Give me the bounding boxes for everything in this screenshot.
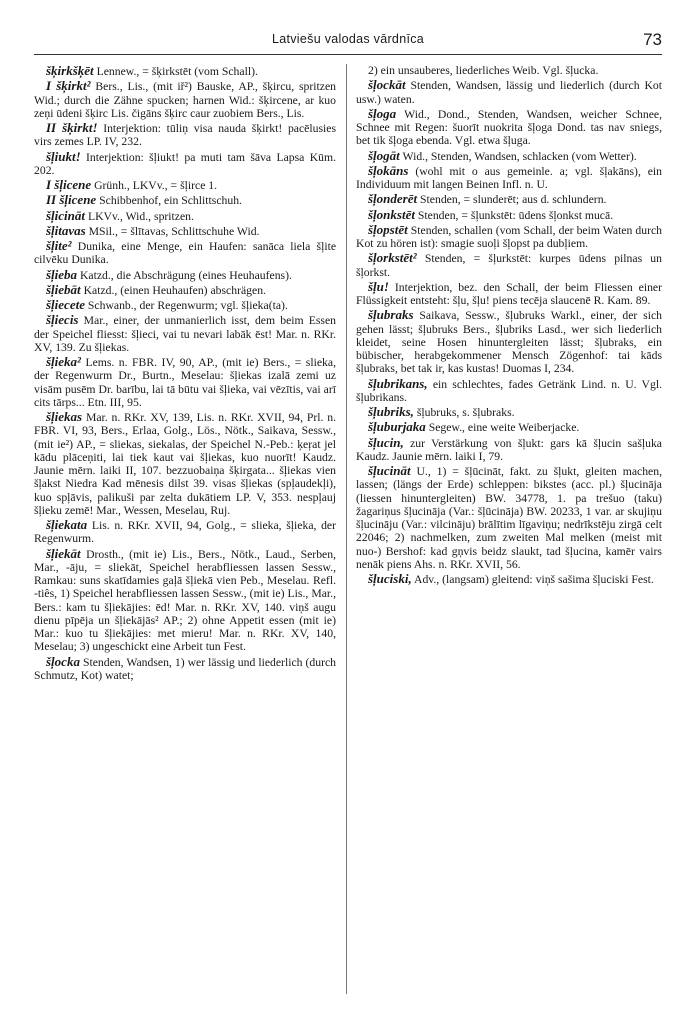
entry-text: Interjektion: tūliņ visa nauda šķirkt! pacēlusies virs zemes LP. IV, 232.	[34, 122, 336, 149]
entry-headword: II šķirkt!	[46, 120, 98, 135]
entry-headword: šļuciski,	[368, 571, 412, 586]
entry-headword: šļubraks	[368, 307, 414, 323]
entry-headword: šļokāns	[368, 162, 409, 178]
dictionary-entry	[356, 405, 662, 419]
dictionary-entry	[34, 150, 336, 178]
dictionary-entry	[34, 655, 336, 683]
right-column	[356, 64, 662, 587]
dictionary-entry	[34, 121, 336, 149]
entry-headword: šļiekata	[46, 517, 88, 532]
entry-text: Bers., Lis., (mit iř²) Bauske, AP., šķircu, spritzen Wid.; durch die Zähne spucken; harnen Wid.: šķircene, ar kuo zeņi ūdeni šķirc Lis. čigāns šķirc caur zuobiem Bers., Lis.	[34, 80, 336, 120]
dictionary-entry	[34, 178, 336, 192]
dictionary-entry	[356, 280, 662, 308]
dictionary-entry	[34, 209, 336, 223]
entry-text: Stenden, Wandsen, 1) wer lässig und liederlich (durch Schmutz, Kot) watet;	[34, 655, 336, 682]
entry-headword: II šļicene	[46, 192, 97, 208]
page-number: 73	[643, 30, 662, 49]
entry-headword: šļockāt	[368, 77, 406, 93]
entry-text: Saikava, Sessw., šļubruks Warkl., einer, der sich gehen lässt; šļubruks Bers., šļubriks Lasd., wer sich liederlich kleidet, seine Hosen hinuntergleiten lässt; šļubraks, ein bübischer, herabgekommener Mensch Zögenhof: tai kāds šļubraks, bet tak ir, kas kustas! Duomas I, 234.	[356, 309, 663, 376]
entry-text: Stenden, Wandsen, lässig und liederlich (durch Kot usw.) waten.	[356, 79, 663, 106]
dictionary-entry	[356, 164, 662, 192]
dictionary-entry	[34, 79, 336, 120]
dictionary-entry	[356, 149, 662, 163]
dictionary-entry	[356, 572, 662, 586]
dictionary-entry	[34, 298, 336, 312]
dictionary-entry	[34, 355, 336, 409]
entry-headword: šļogāt	[368, 147, 400, 163]
dictionary-entry	[356, 308, 662, 375]
dictionary-entry	[34, 239, 336, 267]
entry-headword: šļieka²	[46, 354, 81, 369]
dictionary-entry	[356, 223, 662, 251]
entry-headword: šļiekas	[46, 409, 83, 424]
dictionary-entry	[34, 313, 336, 354]
entry-text: Katzd., die Abschrägung (eines Heuhaufens).	[79, 268, 292, 282]
dictionary-entry	[356, 208, 662, 222]
entry-headword: I šļicene	[46, 177, 92, 192]
dictionary-entry	[356, 377, 662, 405]
entry-text: Lennew., = šķirkstēt (vom Schall).	[96, 65, 258, 78]
header-rule	[34, 54, 662, 55]
entry-headword: šļubrikans,	[368, 375, 428, 391]
entry-headword: šļopstēt	[368, 221, 408, 237]
entry-headword: šļu!	[368, 278, 389, 294]
entry-text: Stenden, = šļurkstēt: kurpes ūdens pilnas un šļorkst.	[356, 252, 662, 279]
entry-text: Mar., einer, der unmanierlich isst, dem beim Essen der Speichel fliesst: šļieci, vai tu nevari labāk ēst! Mar. n. RKr. XV, 139. Zu šļiekas.	[34, 314, 337, 354]
dictionary-entry	[34, 518, 336, 546]
entry-text: Lis. n. RKr. XVII, 94, Golg., = slieka, šļieka, der Regenwurm.	[34, 519, 337, 546]
dictionary-entry	[34, 410, 336, 517]
entry-headword: šļiukt!	[46, 148, 81, 164]
entry-headword: šļite²	[46, 238, 72, 253]
entry-text: Wid., Dond., Stenden, Wandsen, weicher Schnee, Schnee mit Regen: šuorīt nuokrita šļoga Dond. tas nav sniegs, bet tik šļoga ebenda. Vgl. etwa šļuga.	[356, 107, 662, 148]
dictionary-entry	[356, 78, 662, 106]
entry-text: zur Verstärkung von šļukt: gars kā šļucin sašļuka Kaudz. Jaunie mērn. laiki I, 79.	[356, 436, 662, 463]
entry-headword: šļiecete	[46, 297, 85, 312]
entry-headword: šļuburjaka	[368, 419, 426, 435]
dictionary-entry	[34, 64, 336, 78]
entry-text: 2) ein unsauberes, liederliches Weib. Vgl. šļucka.	[368, 64, 599, 77]
dictionary-entry	[356, 436, 662, 464]
entry-text: Stenden, schallen (vom Schall, der beim Waten durch Kot zu hören ist): smagie suoļi šļopst pa dubļiem.	[356, 223, 662, 250]
entry-headword: šļiebāt	[46, 281, 81, 297]
entry-headword: šļoga	[368, 105, 397, 121]
entry-headword: šļonderēt	[368, 191, 418, 207]
dictionary-entry	[356, 420, 662, 434]
entry-headword: šļiecis	[46, 312, 79, 328]
entry-text: Interjektion: šļiukt! pa muti tam šāva Lapsa Kūm. 202.	[34, 150, 336, 177]
dictionary-title: Latviešu valodas vārdnīca	[271, 32, 425, 46]
entry-text: Dunika, eine Menge, ein Haufen: sanāca liela šļite cilvēku Dunika.	[34, 240, 337, 267]
entry-text: Interjektion, bez. den Schall, der beim Fliessen einer Flüssigkeit entsteht: šļu, šļu! piens tecēja slaucenē R. Kam. 89.	[356, 280, 662, 307]
entry-headword: šļocka	[46, 653, 80, 669]
entry-text: šļubruks, s. šļubraks.	[416, 406, 515, 419]
entry-text: Adv., (langsam) gleitend: viņš sašima šļuciski Fest.	[414, 573, 654, 586]
entry-text: Mar. n. RKr. XV, 139, Lis. n. RKr. XVII, 94, Prl. n. FBR. VI, 93, Bers., Erlaa, Golg., Lös., Nötk., Saikava, Sessw., (mit ie²) AP., = sliekas, siekalas, der Speichel N.-Peb.: ķeŗat jel kādu plāceņiti, lai tiek kaut vai šļiekas, kuo nuorīt! Kaudz. Jaunie mērn. laiki II, 107. bezzuobaiņa šķirgata... šļiekas vien šļakst Niedra Kad mēnesis dilst 39. visas šļiekas (spļaudekļi), kuo spļāvis, palikuši par zelta dukātiem LP. V, 353. nespļauj šļieku zemē! Mar., Wessen, Meselau, Ruj.	[34, 411, 337, 517]
column-divider	[346, 64, 347, 994]
dictionary-entry	[356, 107, 662, 148]
entry-text: Stenden, = slunderēt; aus d. schlundern.	[420, 193, 607, 207]
entry-headword: šļucin,	[368, 434, 404, 450]
entry-text: Segew., eine weite Weiberjacke.	[428, 421, 580, 435]
dictionary-entry	[356, 251, 662, 279]
entry-text: U., 1) = šļūcināt, fakt. zu šļukt, gleiten machen, lassen; (längs der Erde) schleppen: bikstes (acc. pl.) šļucināja (liessen hinuntergleiten) BW. 34778, 1. pa trešuo (taku) žagariņus šļucināja (Var.: šļūcināja) BW. 20233, 1 var. ar skujiņu šļucināju (Var.: vilcināju) brālītim līgaviņu; nedrīkstēju zirgā celt 22046; 2) nachmelken, zum zweiten Mal melken (meist mit nuo-) Bershof: kad gņvis beidz slaukt, tad šļucina, kamēr vairs nenāk piens Ahs. n. RKr. XVII, 56.	[356, 465, 663, 571]
entry-text: Lems. n. FBR. IV, 90, AP., (mit ie) Bers., = slieka, der Regenwurm Dr., Burtn., Meselau: šļiekas izalā zemi uz visām pusēm Dr. barību, lai tā būtu vai šļieka, vai vēzītis, vai arī cits tārps... Etn. III, 95.	[34, 356, 336, 409]
entry-headword: šļitavas	[46, 222, 86, 238]
dictionary-entry	[34, 547, 336, 654]
dictionary-entry	[356, 64, 662, 77]
dictionary-entry	[356, 464, 662, 571]
entry-headword: šļiekāt	[46, 545, 81, 561]
entry-headword: šļicināt	[46, 207, 86, 223]
left-column	[34, 64, 336, 683]
entry-text: Stenden, = šļunkstēt: ūdens šļonkst mucā.	[417, 208, 614, 222]
entry-headword: šļieba	[46, 266, 78, 282]
dictionary-entry	[34, 193, 336, 207]
entry-headword: šļonkstēt	[368, 206, 415, 222]
entry-text: (wohl mit o aus gemeinle. a; vgl. šļakāns), ein Individuum mit langen Beinen Infl. n. U.	[356, 164, 662, 191]
entry-text: Drosth., (mit ie) Lis., Bers., Nötk., Laud., Serben, Mar., -āju, = sliekāt, Speichel herabfliessen lassen Sessw., Ramkau: suns skatīdamies gaļā šļiekā vien Peb., Meselau. Refl. -tiês, 1) Speichel herabfliessen lassen Sessw., (mit ie) Lis., Mar., Bers.: kam tu šļiekājies: ēd! Mar. n. RKr. XV, 140. viņš augu dienu pīpēja un šļiekājās² AP.; 2) ohne Appetit essen (mit ie) Mar.: kuo tu šļiekājies: met mieru! Mar. n. RKr. XV, 140, Meselau; 3) ungeschickt eine Arbeit tun Fest.	[34, 547, 336, 654]
entry-headword: šļubriks,	[368, 404, 414, 419]
dictionary-entry	[34, 268, 336, 282]
entry-headword: šļorkstēt²	[368, 250, 417, 266]
dictionary-entry	[34, 224, 336, 238]
entry-text: Schwanb., der Regenwurm; vgl. šļieka(ta).	[87, 299, 288, 312]
entry-text: Wid., Stenden, Wandsen, schlacken (vom Wetter).	[402, 149, 637, 163]
entry-text: Katzd., (einen Heuhaufen) abschrägen.	[83, 283, 266, 297]
entry-text: Grünh., LKVv., = šļirce 1.	[94, 179, 218, 192]
entry-text: Schibbenhof, ein Schlittschuh.	[99, 194, 242, 208]
entry-headword: I šķirkt²	[46, 78, 91, 94]
entry-headword: šķirkšķēt	[46, 63, 94, 78]
entry-text: ein schlechtes, fades Getränk Lind. n. U. Vgl. šļubrikans.	[356, 377, 662, 404]
entry-headword: šļucināt	[368, 463, 411, 478]
entry-text: MSil., = šlītavas, Schlittschuhe Wid.	[88, 224, 260, 238]
entry-text: LKVv., Wid., spritzen.	[87, 209, 194, 223]
page-header	[34, 30, 662, 50]
dictionary-entry	[34, 283, 336, 297]
dictionary-entry	[356, 192, 662, 206]
